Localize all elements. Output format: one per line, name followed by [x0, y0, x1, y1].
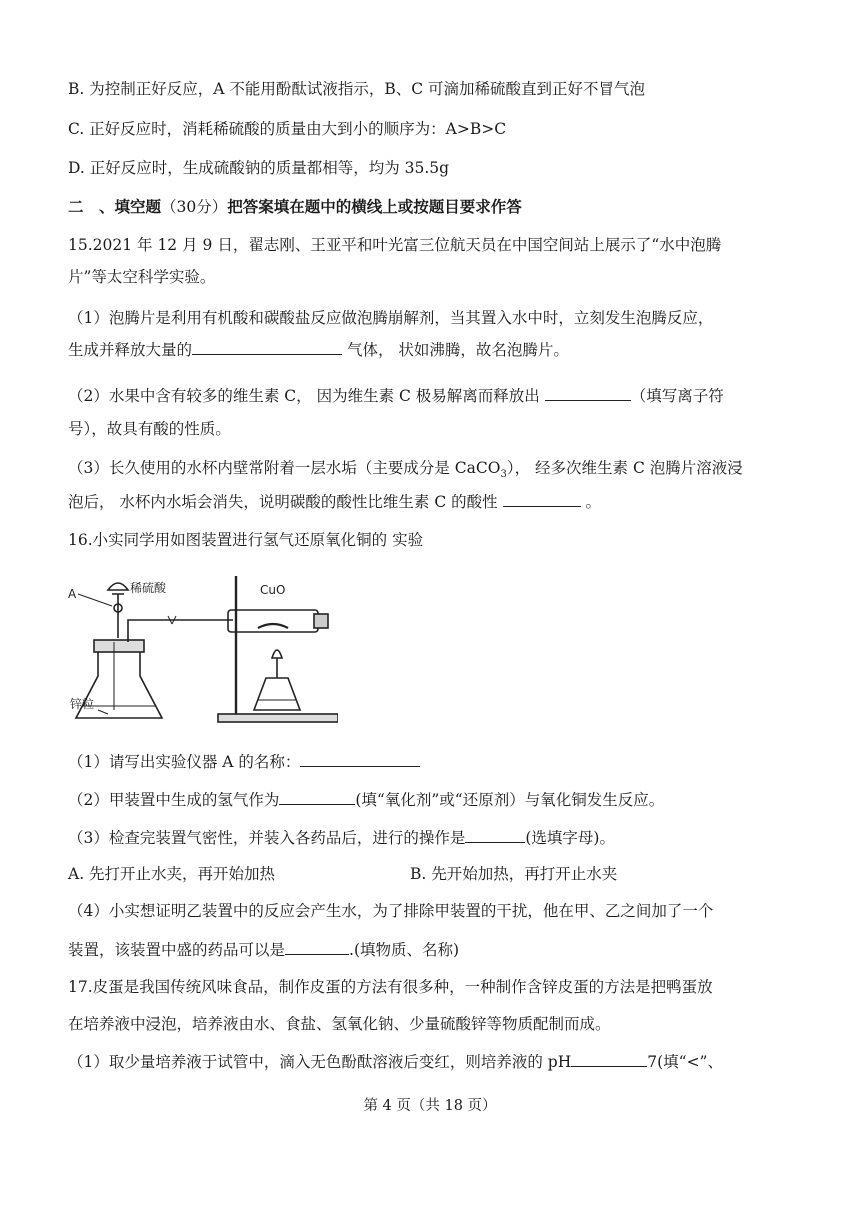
q16-3: [68, 826, 615, 849]
combustion-tube: [228, 610, 318, 632]
label-a: A: [68, 587, 77, 601]
label-dilute-acid: 稀硫酸: [130, 581, 167, 595]
q16-2-text: （2）甲装置中生成的氢气作为: [68, 791, 280, 809]
option-c-line: C. 正好反应时，消耗稀硫酸的质量由大到小的顺序为：A>B>C: [68, 120, 507, 138]
q17-stem-line1: 17.皮蛋是我国传统风味食品，制作皮蛋的方法有很多种，一种制作含锌皮蛋的方法是把鸭蛋放: [68, 978, 713, 996]
q15-3-text-end: ）， 经多次维生素 C 泡腾片溶液浸: [506, 459, 743, 477]
stand-base: [218, 714, 338, 722]
q17-1-text-end: 7(填“<”、: [647, 1053, 723, 1071]
q16-3-option-a: A. 先打开止水夹，再开始加热: [68, 865, 276, 883]
q15-3-answer-blank[interactable]: [503, 490, 581, 507]
q15-1-line1: （1）泡腾片是利用有机酸和碳酸盐反应做泡腾崩解剂，当其置入水中时，立刻发生泡腾反应，: [68, 309, 714, 327]
q17-stem-line2: 在培养液中浸泡，培养液由水、食盐、氢氧化钠、少量硫酸锌等物质配制而成。: [68, 1015, 611, 1033]
q15-1-answer-blank[interactable]: [192, 338, 342, 355]
q16-4-line2: [68, 938, 459, 961]
q16-3-text: （3）检查完装置气密性，并装入各药品后，进行的操作是: [68, 829, 466, 847]
q15-2-answer-blank[interactable]: [545, 384, 631, 401]
section-heading: [68, 196, 522, 218]
alcohol-lamp: [254, 678, 300, 710]
label-cuo: CuO: [260, 583, 286, 597]
section-instruction: 把答案填在题中的横线上或按题目要求作答: [227, 197, 522, 216]
q15-3-line1: [68, 457, 743, 486]
q15-2-line2: 号），故具有酸的性质。: [68, 420, 231, 438]
q15-3-line2: [68, 490, 601, 513]
q16-4-text: 装置，该装置中盛的药品可以是: [68, 941, 286, 959]
q15-3-text: （3）长久使用的水杯内壁常附着一层水垢（主要成分是 CaCO: [68, 459, 501, 477]
q15-3b-text: 泡后， 水杯内水垢会消失，说明碳酸的酸性比维生素 C 的酸性: [68, 493, 503, 511]
page-footer: 第 4 页（共 18 页）: [363, 1098, 497, 1114]
q16-4-answer-blank[interactable]: [285, 938, 349, 955]
delivery-tube: [128, 620, 233, 642]
q16-1-answer-blank[interactable]: [300, 750, 420, 767]
option-b-line: B. 为控制正好反应，A 不能用酚酞试液指示，B、C 可滴加稀硫酸直到正好不冒气泡: [68, 80, 646, 98]
q16-3-option-b: B. 先开始加热，再打开止水夹: [410, 865, 618, 883]
q15-1-text: 生成并释放大量的: [68, 341, 193, 359]
q16-4-text-end: .(填物质、名称): [349, 941, 460, 959]
separatory-funnel: [108, 583, 128, 638]
copper-oxide-powder: [258, 624, 288, 628]
label-zinc-pointer: [98, 710, 108, 714]
apparatus-figure: [68, 570, 338, 730]
q16-1: [68, 750, 420, 773]
q16-3-text-end: (选填字母)。: [525, 829, 615, 847]
q16-3-answer-blank[interactable]: [465, 826, 525, 843]
q16-stem: 16.小实同学用如图装置进行氢气还原氧化铜的 实验: [68, 531, 424, 549]
q17-1: [68, 1050, 723, 1073]
q15-stem-line1: 15.2021 年 12 月 9 日，翟志刚、王亚平和叶光富三位航天员在中国空间站上展示了“水中泡腾: [68, 236, 722, 254]
q15-2-line1: [68, 384, 724, 407]
q17-1-text: （1）取少量培养液于试管中，滴入无色酚酞溶液后变红，则培养液的 pH: [68, 1053, 572, 1071]
label-zinc: 锌粒: [70, 697, 95, 711]
q15-2-text-end: （填写离子符: [630, 387, 724, 405]
q15-3b-text-end: 。: [580, 493, 602, 511]
q16-4-line1: （4）小实想证明乙装置中的反应会产生水，为了排除甲装置的干扰，他在甲、乙之间加了一个: [68, 902, 714, 920]
option-d-line: D. 正好反应时，生成硫酸钠的质量都相等，均为 35.5g: [68, 159, 450, 177]
q17-1-answer-blank[interactable]: [571, 1050, 647, 1067]
q16-2: [68, 788, 664, 811]
section-score: （30分）: [161, 198, 228, 216]
tube-stopper: [314, 614, 328, 628]
q15-3-subscript: 3: [500, 469, 507, 481]
flask-stopper: [94, 640, 144, 652]
q16-2-text-end: (填“氧化剂”或“还原剂）与氧化铜发生反应。: [355, 791, 665, 809]
q15-1-text-end: 气体， 状如沸腾，故名泡腾片。: [342, 341, 569, 359]
q16-1-text: （1）请写出实验仪器 A 的名称：: [68, 753, 301, 771]
lamp-flame: [272, 650, 282, 678]
q15-1-line2: [68, 338, 569, 361]
label-a-pointer: [78, 594, 112, 606]
section-title: 二 、填空题: [68, 197, 162, 216]
q15-stem-line2: 片”等太空科学实验。: [68, 268, 216, 286]
q15-2-text: （2）水果中含有较多的维生素 C， 因为维生素 C 极易解离而释放出: [68, 387, 545, 405]
q16-2-answer-blank[interactable]: [279, 788, 355, 805]
